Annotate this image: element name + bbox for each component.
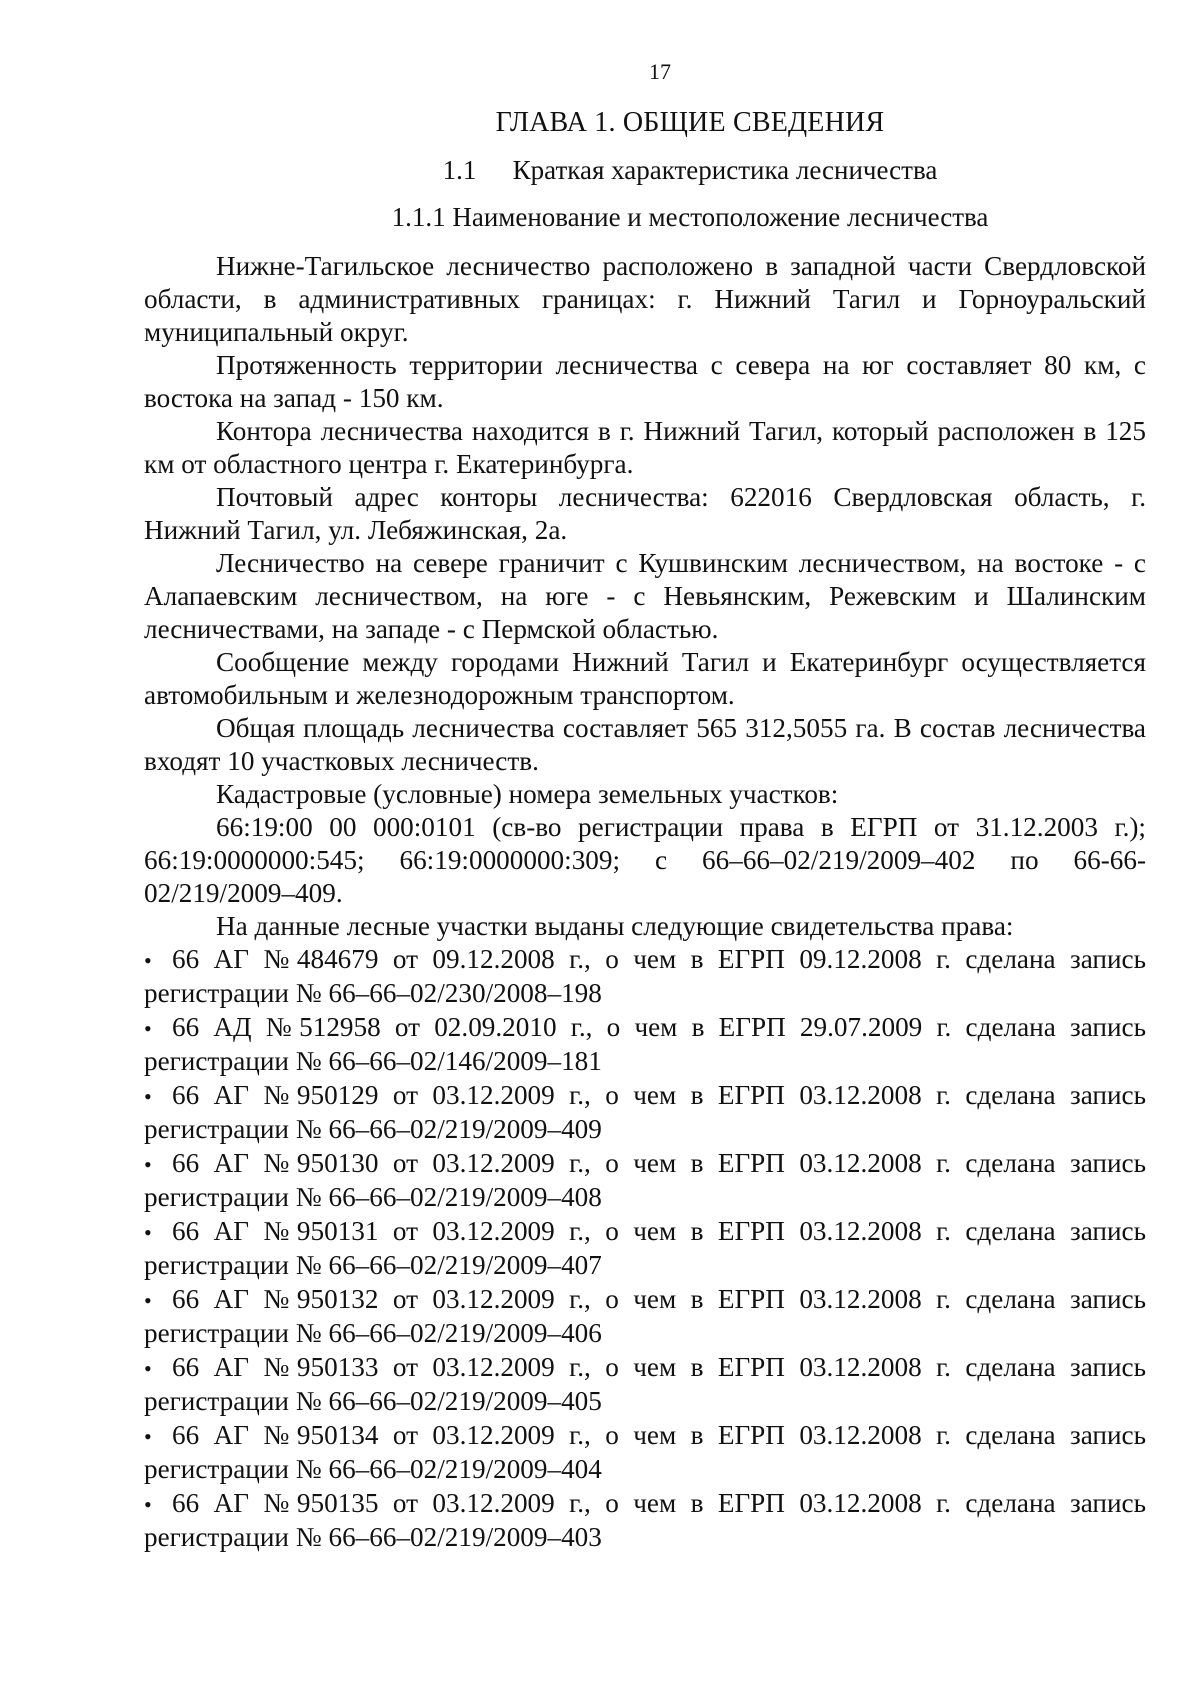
list-item-text: 66 АГ №950131 от 03.12.2009 г., о чем в ЕГРП 03.12.2008 г. сделана запись регистрации № 66–66–02/219/2009–407 bbox=[144, 1216, 1146, 1280]
list-item-text: 66 АД №512958 от 02.09.2010 г., о чем в ЕГРП 29.07.2009 г. сделана запись регистрации № 66–66–02/146/2009–181 bbox=[144, 1012, 1146, 1076]
list-item bbox=[144, 1351, 1146, 1418]
paragraph-location: Нижне-Тагильское лесничество расположено в западной части Свердловской области, в административных границах: г. Нижний Тагил и Горноуральский муниципальный округ. bbox=[144, 251, 1146, 347]
bullet-icon: • bbox=[144, 1424, 152, 1449]
list-item bbox=[144, 1283, 1146, 1350]
paragraph-area: Общая площадь лесничества составляет 565 312,5055 га. В состав лесничества входят 10 участковых лесничеств. bbox=[144, 713, 1146, 776]
section-number: 1.1 bbox=[442, 155, 477, 185]
section-title-text: Краткая характеристика лесничества bbox=[512, 155, 938, 185]
paragraph-extent: Протяженность территории лесничества с севера на юг составляет 80 км, с востока на запад - 150 км. bbox=[144, 350, 1146, 413]
paragraph-office: Контора лесничества находится в г. Нижний Тагил, который расположен в 125 км от областного центра г. Екатеринбурга. bbox=[144, 416, 1146, 479]
list-item bbox=[144, 1079, 1146, 1146]
subsection-title: 1.1.1 Наименование и местоположение лесничества bbox=[391, 202, 989, 232]
bullet-icon: • bbox=[144, 1356, 152, 1381]
bullet-icon: • bbox=[144, 1016, 152, 1041]
list-item bbox=[144, 1011, 1146, 1078]
bullet-icon: • bbox=[144, 1152, 152, 1177]
bullet-icon: • bbox=[144, 1492, 152, 1517]
paragraph-postal-address: Почтовый адрес конторы лесничества: 622016 Свердловская область, г. Нижний Тагил, ул. Лебяжинская, 2а. bbox=[144, 482, 1146, 545]
bullet-icon: • bbox=[144, 1288, 152, 1313]
page-number: 17 bbox=[649, 59, 671, 84]
list-item bbox=[144, 1147, 1146, 1214]
document-page bbox=[144, 58, 1146, 1555]
list-item bbox=[144, 943, 1146, 1010]
section-title bbox=[144, 153, 1146, 187]
list-item bbox=[144, 1487, 1146, 1554]
document-body bbox=[144, 250, 1146, 1554]
bullet-icon: • bbox=[144, 1220, 152, 1245]
paragraph-cadastral-heading: Кадастровые (условные) номера земельных участков: bbox=[216, 779, 839, 809]
list-item bbox=[144, 1215, 1146, 1282]
paragraph-borders: Лесничество на севере граничит с Кушвинским лесничеством, на востоке - с Алапаевским лесничеством, на юге - с Невьянским, Режевским и Шалинским лесничествами, на западе - с Пермской областью. bbox=[144, 548, 1146, 644]
bullet-icon: • bbox=[144, 1084, 152, 1109]
certificates-list bbox=[144, 943, 1146, 1554]
list-item bbox=[144, 1419, 1146, 1486]
bullet-icon: • bbox=[144, 948, 152, 973]
paragraph-transport: Сообщение между городами Нижний Тагил и Екатеринбург осуществляется автомобильным и железнодорожным транспортом. bbox=[144, 647, 1146, 710]
list-item-text: 66 АГ №950129 от 03.12.2009 г., о чем в ЕГРП 03.12.2008 г. сделана запись регистрации № 66–66–02/219/2009–409 bbox=[144, 1080, 1146, 1144]
paragraph-cadastral-numbers: 66:19:00 00 000:0101 (св-во регистрации права в ЕГРП от 31.12.2003 г.); 66:19:0000000:545; 66:19:0000000:309; с 66–66–02/219/2009–402 по 66-66-02/219/2009–409. bbox=[144, 812, 1146, 908]
list-item-text: 66 АГ №950130 от 03.12.2009 г., о чем в ЕГРП 03.12.2008 г. сделана запись регистрации № 66–66–02/219/2009–408 bbox=[144, 1148, 1146, 1212]
paragraph-certificates-intro: На данные лесные участки выданы следующие свидетельства права: bbox=[216, 911, 1014, 941]
list-item-text: 66 АГ №950135 от 03.12.2009 г., о чем в ЕГРП 03.12.2008 г. сделана запись регистрации № 66–66–02/219/2009–403 bbox=[144, 1488, 1146, 1552]
list-item-text: 66 АГ №484679 от 09.12.2008 г., о чем в ЕГРП 09.12.2008 г. сделана запись регистрации № 66–66–02/230/2008–198 bbox=[144, 944, 1146, 1008]
list-item-text: 66 АГ №950132 от 03.12.2009 г., о чем в ЕГРП 03.12.2008 г. сделана запись регистрации № 66–66–02/219/2009–406 bbox=[144, 1284, 1146, 1348]
chapter-title: ГЛАВА 1. ОБЩИЕ СВЕДЕНИЯ bbox=[495, 107, 885, 138]
list-item-text: 66 АГ №950133 от 03.12.2009 г., о чем в ЕГРП 03.12.2008 г. сделана запись регистрации № 66–66–02/219/2009–405 bbox=[144, 1352, 1146, 1416]
list-item-text: 66 АГ №950134 от 03.12.2009 г., о чем в ЕГРП 03.12.2008 г. сделана запись регистрации № 66–66–02/219/2009–404 bbox=[144, 1420, 1146, 1484]
